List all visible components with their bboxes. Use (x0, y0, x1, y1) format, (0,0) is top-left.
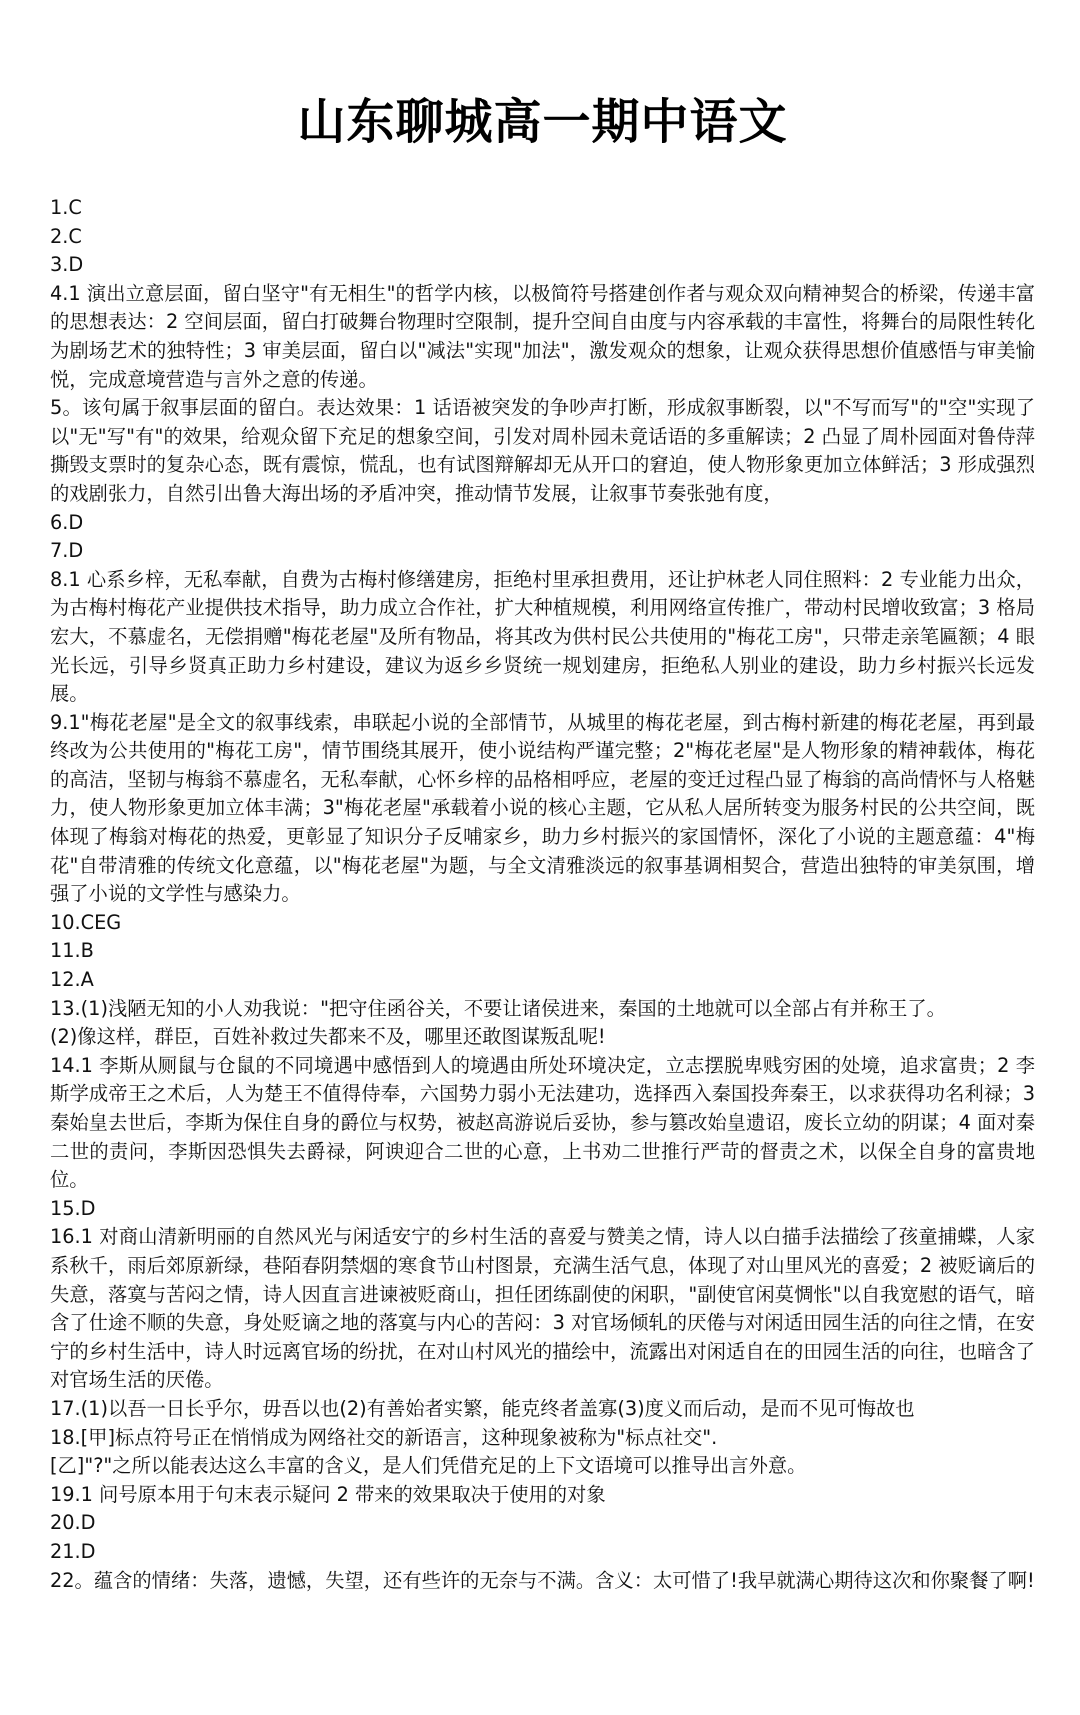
answer-line: 1.C (50, 196, 82, 219)
answer-line: 16.1 对商山清新明丽的自然风光与闲适安宁的乡村生活的喜爱与赞美之情，诗人以白描手法描绘了孩童捕蝶，人家系秋千，雨后郊原新绿，巷陌春阴禁烟的寒食节山村图景，充满生活气息，体现了对山里风光的喜爱；2 被贬谪后的失意，落寞与苦闷之情，诗人因直言进谏被贬商山，担任团练副使的闲职，"副使官闲莫惆怅"以自我宽慰的语气，暗含了仕途不顺的失意，身处贬谪之地的落寞与内心的苦闷：3 对官场倾轧的厌倦与对闲适田园生活的向往之情，在安宁的乡村生活中，诗人时远离官场的纷扰，在对山村风光的描绘中，流露出对闲适自在的田园生活的向往，也暗含了对官场生活的厌倦。 (50, 1225, 1035, 1392)
answer-line: 2.C (50, 224, 82, 248)
answer-line: 21.D (50, 1539, 96, 1563)
answer-line: 15.D (50, 1196, 96, 1220)
answer-line: [乙]"?"之所以能表达这么丰富的含义，是人们凭借充足的上下文语境可以推导出言外意。 (50, 1454, 807, 1478)
answer-line: 22。蕴含的情绪：失落，遗憾，失望，还有些许的无奈与不满。含义：太可惜了!我早就满心期待这次和你聚餐了啊! (50, 1568, 1035, 1592)
answer-line: 20.D (50, 1511, 96, 1535)
answer-list (50, 194, 1035, 1595)
answer-line: 4.1 演出立意层面，留白坚守"有无相生"的哲学内核，以极简符号搭建创作者与观众双向精神契合的桥梁，传递丰富的思想表达：2 空间层面，留白打破舞台物理时空限制，提升空间自由度与内容承载的丰富性，将舞台的局限性转化为剧场艺术的独特性；3 审美层面，留白以"减法"实现"加法"，激发观众的想象，让观众获得思想价值感悟与审美愉悦，完成意境营造与言外之意的传递。 (50, 281, 1035, 391)
answer-line: 8.1 心系乡梓，无私奉献，自费为古梅村修缮建房，拒绝村里承担费用，还让护林老人同住照料：2 专业能力出众，为古梅村梅花产业提供技术指导，助力成立合作社，扩大种植规模，利用网络宣传推广，带动村民增收致富；3 格局宏大，不慕虚名，无偿捐赠"梅花老屋"及所有物品，将其改为供村民公共使用的"梅花工房"，只带走亲笔匾额；4 眼光长远，引导乡贤真正助力乡村建设，建议为返乡乡贤统一规划建房，拒绝私人别业的建设，助力乡村振兴长远发展。 (50, 567, 1035, 706)
answer-line: 3.D (50, 253, 84, 277)
answer-line: 17.(1)以吾一日长乎尔，毋吾以也(2)有善始者实繁，能克终者盖寡(3)度义而后动，是而不见可悔故也 (50, 1396, 915, 1420)
answer-line: 5。该句属于叙事层面的留白。表达效果：1 话语被突发的争吵声打断，形成叙事断裂，以"不写而写"的"空"实现了以"无"写"有"的效果，给观众留下充足的想象空间，引发对周朴园未竟话语的多重解读；2 凸显了周朴园面对鲁侍萍撕毁支票时的复杂心态，既有震惊，慌乱，也有试图辩解却无从开口的窘迫，使人物形象更加立体鲜活；3 形成强烈的戏剧张力，自然引出鲁大海出场的矛盾冲突，推动情节发展，让叙事节奏张弛有度， (50, 396, 1035, 505)
answer-line: 14.1 李斯从厕鼠与仓鼠的不同境遇中感悟到人的境遇由所处环境决定，立志摆脱卑贱穷困的处境，追求富贵；2 李斯学成帝王之术后，人为楚王不值得侍奉，六国势力弱小无法建功，选择西入秦国投奔秦王，以求获得功名利禄；3 秦始皇去世后，李斯为保住自身的爵位与权势，被赵高游说后妥协，参与篡改始皇遗诏，废长立幼的阴谋；4 面对秦二世的责问，李斯因恐惧失去爵禄，阿谀迎合二世的心意，上书劝二世推行严苛的督责之术，以保全自身的富贵地位。 (50, 1053, 1035, 1192)
answer-line: (2)像这样，群臣，百姓补救过失都来不及，哪里还敢图谋叛乱呢! (50, 1025, 606, 1049)
page-title: 山东聊城高一期中语文 (297, 94, 788, 150)
answer-line: 11.B (50, 939, 94, 963)
answer-line: 6.D (50, 510, 84, 534)
answer-line: 9.1"梅花老屋"是全文的叙事线索，串联起小说的全部情节，从城里的梅花老屋，到古梅村新建的梅花老屋，再到最终改为公共使用的"梅花工房"，情节围绕其展开，使小说结构严谨完整；2"梅花老屋"是人物形象的精神载体，梅花的高洁，坚韧与梅翁不慕虚名，无私奉献，心怀乡梓的品格相呼应，老屋的变迁过程凸显了梅翁的高尚情怀与人格魅力，使人物形象更加立体丰满；3"梅花老屋"承载着小说的核心主题，它从私人居所转变为服务村民的公共空间，既体现了梅翁对梅花的热爱，更彰显了知识分子反哺家乡，助力乡村振兴的家国情怀，深化了小说的主题意蕴：4"梅花"自带清雅的传统文化意蕴，以"梅花老屋"为题，与全文清雅淡远的叙事基调相契合，营造出独特的审美氛围，增强了小说的文学性与感染力。 (50, 710, 1035, 906)
answer-line: 13.(1)浅陋无知的小人劝我说："把守住函谷关，不要让诸侯进来，秦国的土地就可以全部占有并称王了。 (50, 996, 946, 1020)
answer-line: 10.CEG (50, 910, 122, 934)
answer-line: 12.A (50, 968, 94, 992)
answer-line: 19.1 问号原本用于句末表示疑问 2 带来的效果取决于使用的对象 (50, 1482, 606, 1506)
answer-line: 18.[甲]标点符号正在悄悄成为网络社交的新语言，这种现象被称为"标点社交". (50, 1425, 718, 1449)
answer-line: 7.D (50, 539, 84, 563)
